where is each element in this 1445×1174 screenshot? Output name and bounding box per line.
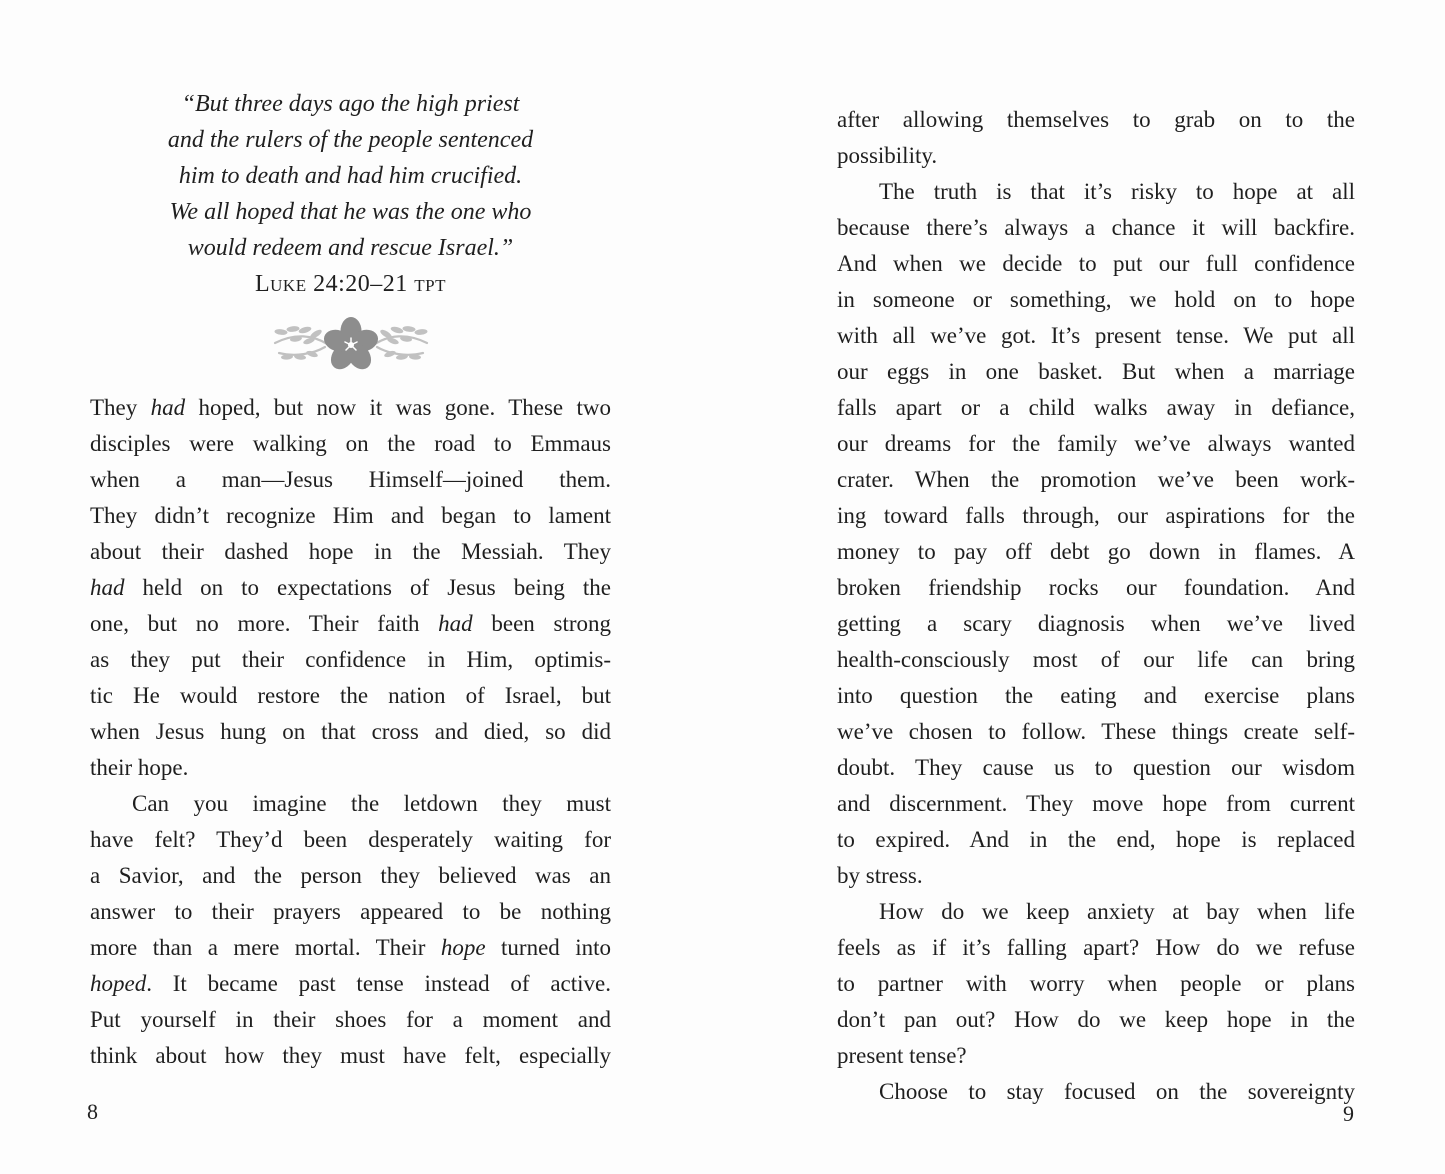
text-line: How do we keep anxiety at bay when life [879,899,1355,924]
epigraph-line: and the rulers of the people sentenced [167,127,534,153]
text-line: ing toward falls through, our aspirations for the [837,503,1355,528]
text-line: Choose to stay focused on the sovereignty [879,1079,1355,1104]
text-line: in someone or something, we hold on to hope [837,287,1355,312]
text-line: answer to their prayers appeared to be nothing [90,899,611,924]
text-line: And when we decide to put our full confidence [837,251,1355,276]
text-line: because there’s always a chance it will backfire. [837,215,1355,240]
reference-version: tpt [414,271,446,297]
text-line: present tense? [837,1043,967,1068]
text-line: Can you imagine the letdown they must [132,791,611,816]
left-page [87,86,611,1146]
text-line: had held on to expectations of Jesus being the [90,575,611,600]
text-line: by stress. [837,863,923,888]
text-line: possibility. [837,143,938,168]
text-line: about their dashed hope in the Messiah. They [90,539,611,564]
text-line: our eggs in one basket. But when a marriage [837,359,1355,384]
text-line: one, but no more. Their faith had been strong [90,611,611,636]
text-line: to expired. And in the end, hope is replaced [837,827,1355,852]
reference-verse: 24:20–21 [313,271,408,297]
text-line: we’ve chosen to follow. These things create self- [837,719,1355,744]
text-line: The truth is that it’s risky to hope at all [879,179,1355,204]
text-line: a Savior, and the person they believed was an [90,863,611,888]
text-line: think about how they must have felt, especially [90,1043,611,1068]
text-line: Put yourself in their shoes for a moment and [90,1007,611,1032]
text-line: our dreams for the family we’ve always wanted [837,431,1355,456]
text-line: money to pay off debt go down in flames. A [837,539,1355,564]
page-number-right: 9 [1343,1101,1354,1126]
text-line: getting a scary diagnosis when we’ve lived [837,611,1355,636]
text-line: crater. When the promotion we’ve been work- [837,467,1355,492]
text-line: feels as if it’s falling apart? How do we refuse [837,935,1355,960]
page-number-left: 8 [87,1099,98,1124]
text-line: They had hoped, but now it was gone. These two [90,395,611,420]
left-page-body [90,390,611,1074]
text-line: have felt? They’d been desperately waiting for [90,827,611,852]
scripture-reference [90,266,611,302]
epigraph-line: would redeem and rescue Israel.” [187,235,514,261]
epigraph [90,86,611,266]
text-line: as they put their confidence in Him, optimis- [90,647,611,672]
text-line: and discernment. They move hope from current [837,791,1355,816]
epigraph-line: “But three days ago the high priest [181,91,520,117]
text-line: after allowing themselves to grab on to the [837,107,1355,132]
text-line: broken friendship rocks our foundation. And [837,575,1355,600]
floral-divider-icon [259,316,443,374]
text-line: into question the eating and exercise plans [837,683,1355,708]
reference-book: Luke [254,271,307,297]
text-line: hoped. It became past tense instead of active. [90,971,611,996]
text-line: tic He would restore the nation of Israel, but [90,683,611,708]
epigraph-line: We all hoped that he was the one who [169,199,532,225]
text-line: with all we’ve got. It’s present tense. We put all [837,323,1355,348]
text-line: doubt. They cause us to question our wisdom [837,755,1355,780]
text-line: their hope. [90,755,189,780]
text-line: when Jesus hung on that cross and died, so did [90,719,611,744]
right-page [837,86,1355,1146]
text-line: They didn’t recognize Him and began to lament [90,503,611,528]
text-line: don’t pan out? How do we keep hope in the [837,1007,1355,1032]
text-line: when a man—Jesus Himself—joined them. [90,467,611,492]
text-line: falls apart or a child walks away in defiance, [837,395,1355,420]
epigraph-line: him to death and had him crucified. [178,163,523,189]
text-line: health-consciously most of our life can bring [837,647,1355,672]
laurel-branch-right-icon [375,326,428,361]
flower-icon [321,317,381,374]
laurel-branch-left-icon [274,326,327,361]
text-line: disciples were walking on the road to Emmaus [90,431,611,456]
text-line: more than a mere mortal. Their hope turned into [90,935,611,960]
text-line: to partner with worry when people or plans [837,971,1355,996]
right-page-body [837,102,1355,1110]
